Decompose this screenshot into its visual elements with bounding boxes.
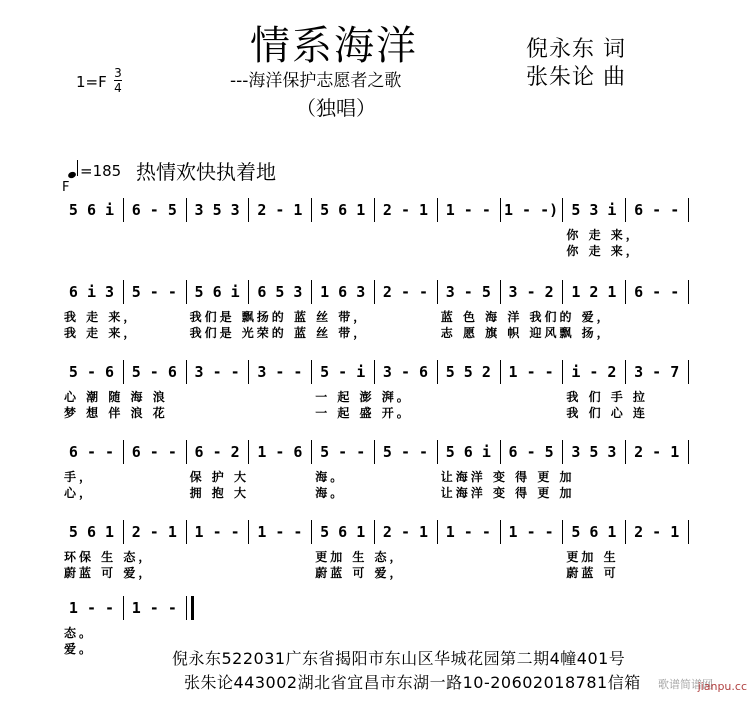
measure: 3 - 7 [634,363,680,381]
lyric-line: 蔚蓝 可 爱， [315,566,405,580]
measure: 6 - - [634,283,680,301]
measure: 3 - 5 [445,283,491,301]
measure: 1 - 6 [257,443,303,461]
measure: 6 - - [68,443,115,461]
song-title: 情系海洋 [250,23,418,69]
lyric-line: 梦 想 伴 浪 花 [64,406,168,420]
chord-symbol: F [62,180,70,195]
lyric-line: 蔚蓝 可 爱， [64,566,154,580]
lyric-line: 爱。 [64,642,95,656]
watermark-text: 歌谱简谱网 [658,678,713,691]
barline [688,280,689,304]
quarter-note-icon [67,171,77,179]
meter-bottom: 4 [114,81,122,95]
barline [688,440,689,464]
lyric-line: 你 走 来， [566,244,641,258]
measure: 5 6 1 [68,523,115,541]
measure: 3 - - [194,363,240,381]
measure: 3 5 3 [571,443,617,461]
meter-top: 3 [114,66,122,80]
measure: 3 - 2 [508,283,554,301]
measure: 6 - - [131,443,177,461]
measure: 6 - 5 [131,201,177,219]
lyric-line: 环保 生 态， [64,550,154,564]
lyric-line: 蓝 色 海 洋 我们的 爱， [440,310,612,324]
measure: 2 - - [382,283,429,301]
measure: 1 - - [257,523,303,541]
performance-note: （独唱） [296,96,376,120]
measure: 5 - 6 [68,363,115,381]
lyric-line: 海。 [315,486,346,500]
lyric-line: 保 护 大 [189,470,249,484]
lyric-line: 态。 [64,626,95,640]
lyric-line: 蔚蓝 可 [566,566,619,580]
measure: 2 - 1 [382,523,429,541]
lyric-line: 你 走 来， [566,228,641,242]
measure: 1 - - [508,363,554,381]
final-barline [191,596,194,620]
lyric-line: 我 走 来， [64,310,139,324]
measure: 2 - 1 [634,523,680,541]
measure: 5 6 i [194,283,240,301]
lyric-line: 心， [64,486,95,500]
measure: 1 6 3 [320,283,366,301]
lyric-line: 我们是 飘扬的 蓝 丝 带， [189,310,369,324]
lyric-line: 拥 抱 大 [189,486,249,500]
measure: 3 - - [257,363,303,381]
measure: 5 - - [382,443,429,461]
lyric-line: 志 愿 旗 帜 迎风飘 扬， [440,326,612,340]
measure: 1 - - [131,599,177,617]
measure: 5 - - [320,443,366,461]
measure: 6 - - [634,201,680,219]
measure: 3 5 3 [194,201,240,219]
measure: 6 - 2 [194,443,240,461]
measure: 2 - 1 [257,201,303,219]
barline [186,596,187,620]
measure: 1 - - [445,201,491,219]
barline [688,360,689,384]
measure: 6 - 5 [508,443,554,461]
measure: 5 3 i [571,201,617,219]
tempo-marking [68,160,121,180]
tempo-value: =185 [80,162,122,180]
measure: 1 - - [68,599,115,617]
lyric-line: 一 起 澎 湃。 [315,390,412,404]
footer-address-composer: 张朱论443002湖北省宜昌市东湖一路10-20602018781信箱 [184,673,641,692]
key-signature: 1=F [76,73,107,91]
measure: 1 - - [508,523,554,541]
expression-marking: 热情欢快执着地 [136,160,276,184]
lyric-line: 心 潮 随 海 浪 [64,390,168,404]
measure: 1 - - [194,523,240,541]
measure: 3 - 6 [382,363,429,381]
barline [688,198,689,222]
measure: 5 6 i [445,443,491,461]
lyric-line: 让海洋 变 得 更 加 [440,470,575,484]
lyric-line: 我 们 手 拉 [566,390,648,404]
lyric-line: 我 走 来， [64,326,139,340]
measure: 5 6 i [68,201,115,219]
lyric-line: 我们是 光荣的 蓝 丝 带， [189,326,369,340]
measure: i - 2 [571,363,617,381]
lyric-line: 更加 生 态， [315,550,405,564]
composer-credit: 张朱论 曲 [526,65,626,90]
song-subtitle: ---海洋保护志愿者之歌 [230,71,402,91]
measure: 5 6 1 [320,201,366,219]
lyric-line: 让海洋 变 得 更 加 [440,486,575,500]
measure: 5 6 1 [571,523,617,541]
measure: 2 - 1 [131,523,177,541]
watermark-site: jianpu.cc [697,680,747,693]
lyric-line: 我 们 心 连 [566,406,648,420]
measure: 6 5 3 [257,283,303,301]
measure: 5 - - [131,283,177,301]
lyric-line: 一 起 盛 开。 [315,406,412,420]
barline [688,520,689,544]
lyricist-credit: 倪永东 词 [526,37,626,62]
measure: 2 - 1 [382,201,429,219]
measure: 5 6 1 [320,523,366,541]
lyric-line: 海。 [315,470,346,484]
measure: 5 - i [320,363,366,381]
measure: 1 - -) [504,201,559,219]
measure: 5 - 6 [131,363,177,381]
lyric-line: 更加 生 [566,550,619,564]
measure: 6 i 3 [68,283,115,301]
measure: 1 - - [445,523,491,541]
footer-address-lyricist: 倪永东522031广东省揭阳市东山区华城花园第二期4幢401号 [172,649,626,668]
measure: 2 - 1 [634,443,680,461]
time-signature [114,66,122,95]
measure: 5 5 2 [445,363,491,381]
lyric-line: 手， [64,470,95,484]
measure: 1 2 1 [571,283,617,301]
